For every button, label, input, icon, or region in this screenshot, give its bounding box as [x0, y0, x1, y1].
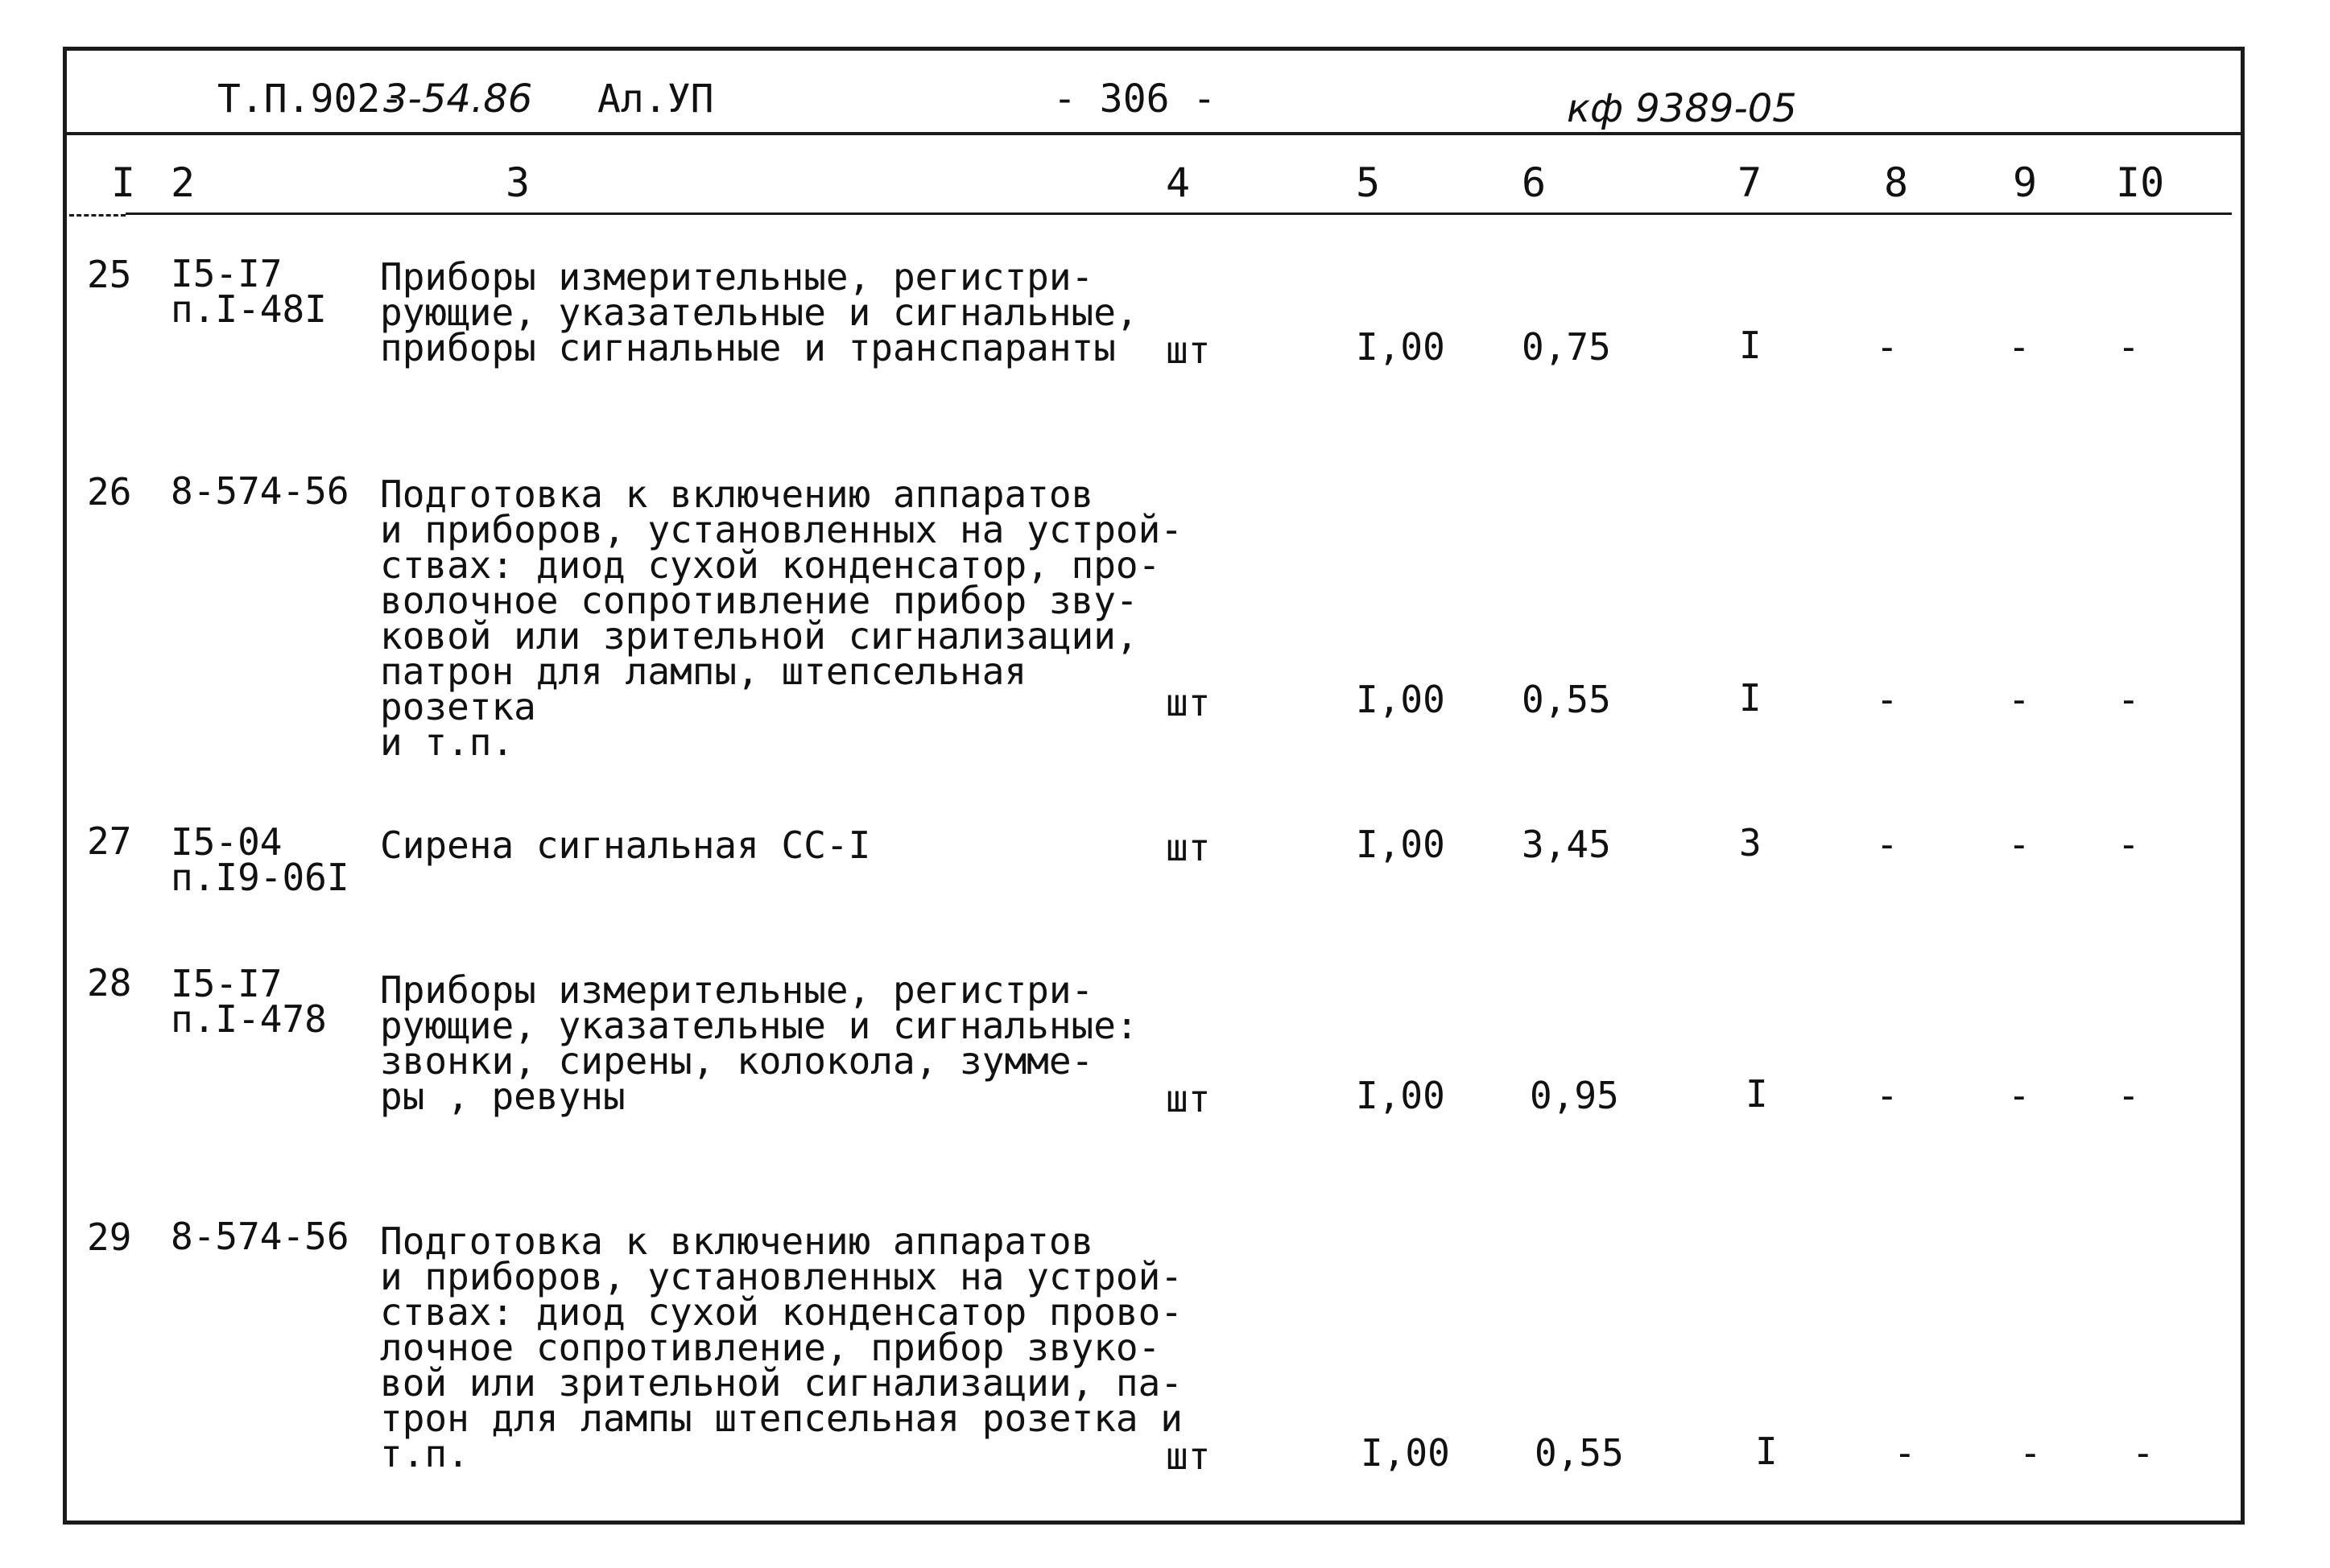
price-code: I5-04 п.I9-06I [171, 820, 349, 899]
col-num-7: 7 [1737, 159, 1762, 206]
header-divider [66, 132, 2241, 135]
col7-value: I [1739, 676, 1762, 720]
work-description: Приборы измерительные, регистри- рующие, указательные и сигнальные, приборы сигнальные и транспаранты [380, 255, 1138, 369]
col10-value: - [2117, 325, 2140, 369]
quantity: I,00 [1356, 678, 1445, 721]
col8-value: - [1894, 1431, 1916, 1475]
col9-value: - [2008, 678, 2030, 721]
row-number: 26 [87, 470, 132, 514]
norm-value: 3,45 [1522, 823, 1611, 866]
col-num-5: 5 [1356, 159, 1381, 206]
col7-value: I [1755, 1430, 1778, 1473]
price-code: 8-574-56 [171, 469, 349, 513]
col-num-2: 2 [171, 159, 196, 206]
work-description: Подготовка к включению аппаратов и приборов, установленных на устрой- ствах: диод сухой конденсатор, про- волочное сопротивление прибор зву- ковой или зрительной сигнализации, патрон для лампы, штепсельная розетка и т.п. [380, 472, 1183, 764]
col9-value: - [2019, 1431, 2042, 1475]
column-divider-dashed [69, 214, 126, 217]
norm-value: 0,75 [1522, 325, 1611, 369]
norm-value: 0,55 [1535, 1431, 1624, 1475]
col9-value: - [2008, 1074, 2030, 1117]
col-num-10: I0 [2116, 159, 2165, 206]
row-number: 29 [87, 1215, 132, 1259]
work-description: Подготовка к включению аппаратов и приборов, установленных на устрой- ствах: диод сухой конденсатор прово- лочное сопротивление, прибор звуко- вой или зрительной сигнализации, па- трон для лампы штепсельная розетка и т.п. [380, 1219, 1183, 1475]
work-description: Сирена сигнальная СС-I [380, 823, 871, 867]
col10-value: - [2132, 1431, 2154, 1475]
page-number: - 306 - [1053, 76, 1217, 122]
col-num-1: I [111, 159, 136, 206]
price-code: I5-I7 п.I-48I [171, 252, 327, 331]
row-number: 25 [87, 253, 132, 296]
col9-value: - [2008, 325, 2030, 369]
quantity: I,00 [1361, 1431, 1450, 1475]
col7-value: I [1745, 1072, 1768, 1116]
col10-value: - [2117, 678, 2140, 721]
col-num-9: 9 [2013, 159, 2038, 206]
unit: шт [1166, 1434, 1211, 1478]
col10-value: - [2117, 823, 2140, 866]
norm-value: 0,95 [1530, 1074, 1619, 1117]
doc-code-prefix: Т.П.902- [217, 76, 404, 122]
quantity: I,00 [1356, 1074, 1445, 1117]
col-num-8: 8 [1884, 159, 1909, 206]
price-code: 8-574-56 [171, 1215, 349, 1258]
col-num-6: 6 [1522, 159, 1547, 206]
col-num-3: 3 [506, 159, 531, 206]
unit: шт [1166, 328, 1211, 372]
col9-value: - [2008, 823, 2030, 866]
quantity: I,00 [1356, 823, 1445, 866]
archive-code: кф 9389-05 [1567, 86, 1797, 131]
unit: шт [1166, 681, 1211, 724]
col10-value: - [2117, 1074, 2140, 1117]
doc-code-handwritten: 3-54.86 [383, 76, 533, 122]
column-divider [126, 213, 2232, 215]
unit: шт [1166, 1077, 1211, 1120]
col8-value: - [1876, 1074, 1898, 1117]
quantity: I,00 [1356, 325, 1445, 369]
unit: шт [1166, 826, 1211, 869]
col8-value: - [1876, 325, 1898, 369]
col8-value: - [1876, 678, 1898, 721]
col7-value: I [1739, 324, 1762, 367]
col8-value: - [1876, 823, 1898, 866]
norm-value: 0,55 [1522, 678, 1611, 721]
album-label: Ал.УП [597, 76, 714, 122]
row-number: 28 [87, 961, 132, 1005]
row-number: 27 [87, 819, 132, 863]
work-description: Приборы измерительные, регистри- рующие, указательные и сигнальные: звонки, сирены, колокола, зумме- ры , ревуны [380, 968, 1138, 1118]
col-num-4: 4 [1166, 159, 1191, 206]
col7-value: 3 [1739, 821, 1762, 864]
price-code: I5-I7 п.I-478 [171, 962, 327, 1041]
